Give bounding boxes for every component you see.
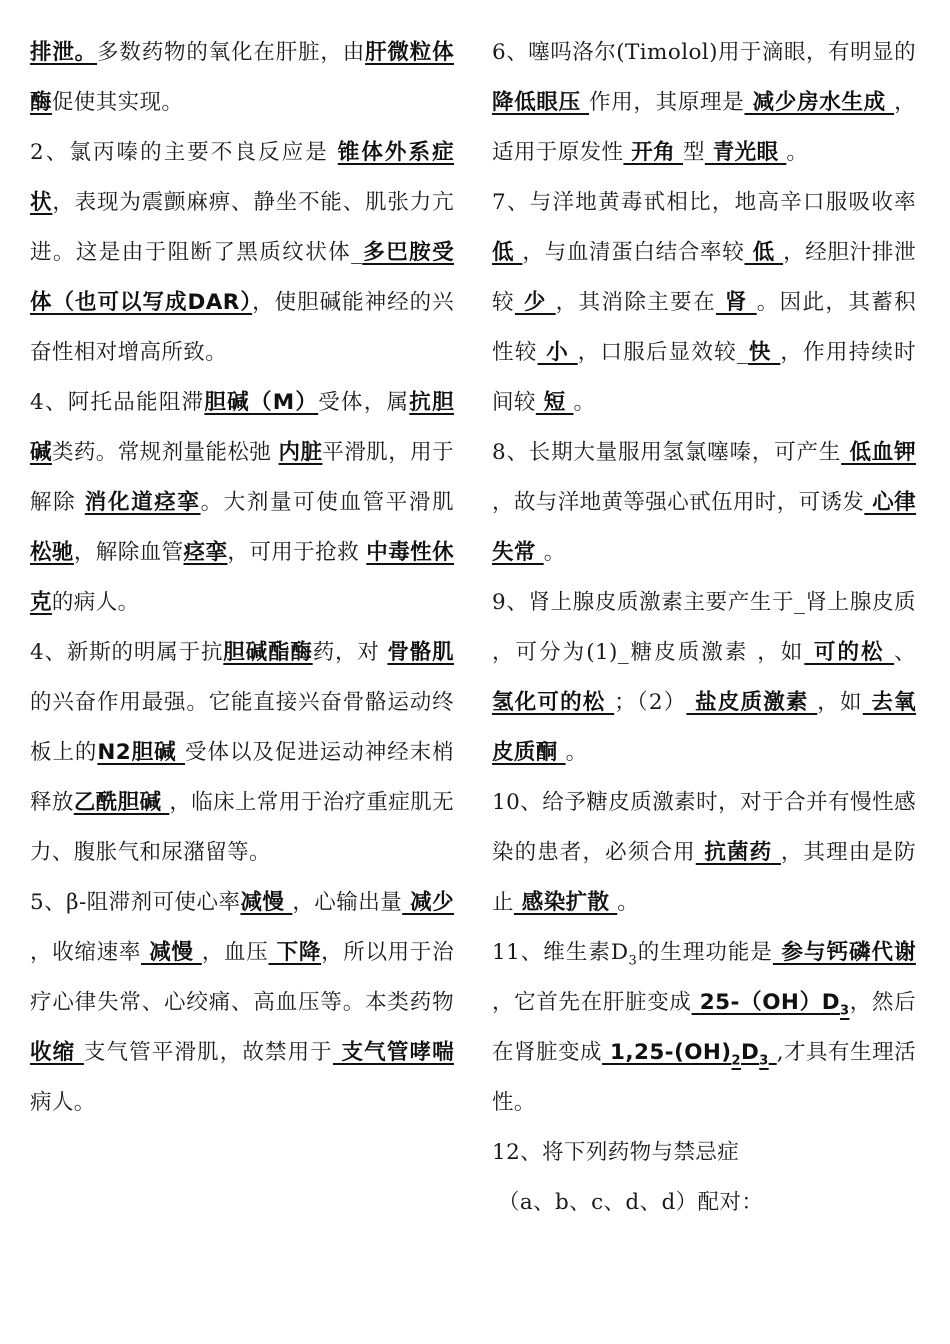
question-text: ，血压 <box>201 940 269 965</box>
answer-text: 感染扩散 <box>513 890 618 915</box>
answer-text: 低 <box>744 240 784 265</box>
answer-text: 骨骼肌 <box>387 640 454 665</box>
question-text: ，口服后显效较_ <box>577 340 749 365</box>
question-text: 4、阿托品能阻滞 <box>30 390 205 415</box>
question-text: 9、肾上腺皮质激素主要产生于_肾上腺皮质 ，可分为(1)_糖皮质激素 ，如 <box>492 590 916 665</box>
question-text: ，表现为震颤麻痹、静坐不能、肌张力亢进。这是由于阻断了黑质纹状体_ <box>30 190 454 265</box>
question-text: 的病人。 <box>51 590 140 615</box>
question-text: 11、维生素D <box>492 940 629 965</box>
answer-text: 开角 <box>623 140 683 165</box>
answer-text: 多巴胺受体（也可以写成DAR） <box>30 240 454 315</box>
question-text: ，临床上常用于治疗重症肌无力、腹胀气和尿潴留等。 <box>30 790 455 865</box>
question-text: 。 <box>543 540 566 565</box>
answer-text: 抗菌药 <box>695 840 781 865</box>
answer-text: 少 <box>514 290 556 315</box>
question-text: ，与血清蛋白结合率较 <box>522 240 745 265</box>
answer-subscript <box>731 1040 741 1069</box>
answer-text: 短 <box>535 390 574 415</box>
answer-text: 松驰 <box>30 540 74 565</box>
question-text: ，解除血管 <box>73 540 184 565</box>
question-text: 。 <box>565 740 588 765</box>
question-paragraph-p4a <box>30 378 454 628</box>
answer-text: 减慢 <box>240 890 293 915</box>
answer-text: 痉挛 <box>183 540 228 565</box>
answer-text: 氢化可的松 <box>492 690 615 715</box>
answer-text: 减慢 <box>141 940 202 965</box>
question-text: 10、给予糖皮质激素时，对于合并有慢性感染的患者，必须合用 <box>492 790 916 865</box>
question-paragraph-p12 <box>492 1128 916 1178</box>
question-text: 7、与洋地黄毒甙相比，地高辛口服吸收率 <box>492 190 916 215</box>
answer-text: 抗胆碱 <box>30 390 454 465</box>
answer-text: 减少 <box>402 890 455 915</box>
question-text: ，其消除主要在 <box>555 290 716 315</box>
question-paragraph-p9 <box>492 578 916 778</box>
answer-text: D <box>741 1040 760 1065</box>
question-paragraph-p10 <box>492 778 916 928</box>
answer-text: 3 <box>840 1003 850 1019</box>
answer-text: 下降 <box>268 940 322 965</box>
question-text: 支气管平滑肌，故禁用于 <box>83 1040 333 1065</box>
question-text: 12、将下列药物与禁忌症 <box>492 1140 740 1165</box>
question-text: 促使其实现。 <box>51 90 184 115</box>
question-text: 平滑肌，用于解除 <box>30 440 454 515</box>
question-text: 3 <box>628 953 638 969</box>
question-text: 受体以及促进运动神经末梢释放 <box>30 740 454 815</box>
answer-text: 排泄。 <box>30 40 98 65</box>
question-text: ，使胆碱能神经的兴奋性相对增高所致。 <box>30 290 454 365</box>
answer-text: 中毒性休克 <box>30 540 454 615</box>
answer-text: 盐皮质激素 <box>686 690 818 715</box>
answer-text: 降低眼压 <box>492 90 590 115</box>
question-text: ，然后在肾脏变成 <box>492 990 917 1065</box>
question-paragraph-p6 <box>492 28 916 178</box>
question-text: 类药。常规剂量能松弛 <box>51 440 279 465</box>
question-paragraph-p12b <box>492 1178 916 1228</box>
answer-text: 2 <box>731 1053 741 1069</box>
question-text: （a、b、c、d、d）配对： <box>498 1190 764 1215</box>
question-text: ，心输出量 <box>292 890 403 915</box>
question-text: ，其理由是防止 <box>492 840 916 915</box>
question-text: ，它首先在肝脏变成 <box>492 990 692 1015</box>
question-text: 、 <box>894 640 916 665</box>
question-text: 2、氯丙嗪的主要不良反应是 <box>30 140 338 165</box>
answer-text: 快 <box>748 340 781 365</box>
answer-text: 低血钾 <box>841 440 916 465</box>
question-text: 的兴奋作用最强。它能直接兴奋骨骼运动终板上的 <box>30 690 454 765</box>
question-paragraph-p5 <box>30 878 454 1128</box>
question-text: ，可用于抢救 <box>227 540 367 565</box>
question-text: ，适用于原发性 <box>492 90 916 165</box>
answer-subscript <box>759 1040 769 1069</box>
answer-text: 25-（OH）D <box>691 990 841 1015</box>
question-text: 作用，其原理是 <box>589 90 745 115</box>
question-text: ，故与洋地黄等强心甙伍用时，可诱发 <box>492 490 865 515</box>
question-text: ，经胆汁排泄较 <box>492 240 916 315</box>
answer-text: 小 <box>537 340 578 365</box>
question-text: ，如 <box>817 690 863 715</box>
right-column <box>492 28 916 1228</box>
question-paragraph-p11 <box>492 928 916 1128</box>
answer-text: N2胆碱 <box>97 740 186 765</box>
question-text: ，作用持续时间较 <box>492 340 917 415</box>
answer-text: 参与钙磷代谢 <box>772 940 916 965</box>
question-text: 。 <box>573 390 596 415</box>
answer-text: 内脏 <box>278 440 323 465</box>
answer-text: 去氧皮质酮 <box>492 690 916 765</box>
answer-text: 低 <box>492 240 523 265</box>
question-text: ,才具有生理活性。 <box>492 1040 916 1115</box>
answer-text: 减少房水生成 <box>744 90 895 115</box>
answer-text: 胆碱酯酶 <box>223 640 313 665</box>
question-text: 6、噻吗洛尔(Timolol)用于滴眼，有明显的 <box>492 40 916 65</box>
answer-text: 1,25-(OH) <box>602 1040 732 1065</box>
question-text: 。因此，其蓄积性较 <box>492 290 917 365</box>
answer-text: 支气管哮喘 <box>332 1040 454 1065</box>
question-text: 。 <box>786 140 809 165</box>
question-text: 型 <box>682 140 705 165</box>
question-paragraph-p4b <box>30 628 454 878</box>
question-text: 。大剂量可使血管平滑肌 <box>200 490 454 515</box>
answer-text: 可的松 <box>804 640 895 665</box>
answer-text: 锥体外系症状 <box>30 140 454 215</box>
question-text: 药，对 <box>312 640 388 665</box>
question-paragraph-p7 <box>492 178 916 428</box>
question-text: 的生理功能是 <box>637 940 773 965</box>
answer-text: 乙酰胆碱 <box>73 790 170 815</box>
answer-text: 肾 <box>715 290 757 315</box>
left-column <box>30 28 454 1128</box>
question-text: 5、β-阻滞剂可使心率 <box>30 890 241 915</box>
answer-text: 青光眼 <box>704 140 787 165</box>
question-text: ，收缩速率 <box>30 940 142 965</box>
question-text: 多数药物的氧化在肝脏，由 <box>97 40 366 65</box>
question-text: 4、新斯的明属于抗 <box>30 640 224 665</box>
question-paragraph-p8 <box>492 428 916 578</box>
question-text: ；（2） <box>614 690 687 715</box>
answer-text: 心律失常 <box>492 490 916 565</box>
answer-text: 3 <box>759 1053 769 1069</box>
answer-text: 消化道痉挛 <box>84 490 201 515</box>
answer-text: 肝微粒体酶 <box>30 40 454 115</box>
question-text: ，所以用于治疗心律失常、心绞痛、高血压等。本类药物 <box>30 940 454 1015</box>
answer-text: 收缩 <box>30 1040 84 1065</box>
question-text: 。 <box>617 890 640 915</box>
question-paragraph-p0 <box>30 28 454 128</box>
answer-text: 胆碱（M） <box>204 390 319 415</box>
question-text: 受体，属 <box>318 390 410 415</box>
question-text: 病人。 <box>30 1090 96 1115</box>
question-text: 8、长期大量服用氢氯噻嗪，可产生 <box>492 440 842 465</box>
question-paragraph-p2 <box>30 128 454 378</box>
answer-text <box>769 1040 777 1065</box>
